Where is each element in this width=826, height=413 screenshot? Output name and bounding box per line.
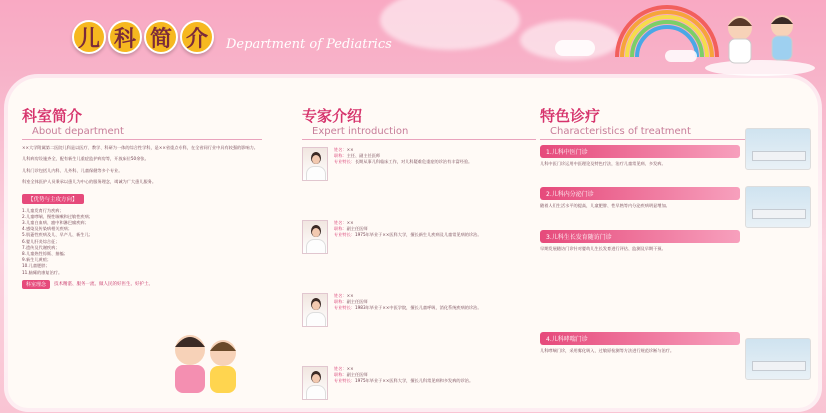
doctors-cartoon-icon (700, 6, 820, 76)
title-label: 职称： (334, 226, 347, 232)
cloud-decoration (555, 40, 595, 56)
expert-title: 主任、副主任医师 (346, 153, 381, 159)
expert-card (302, 147, 536, 213)
expert-photo (302, 147, 328, 181)
special-title-en: Characteristics of treatment (550, 126, 691, 137)
intro-paragraph: ××大学附属第二医院儿科是以医疗、教学、科研为一体的综合性学科，是××省重点专科，在全省同行业中具有较强的影响力。 (22, 145, 258, 150)
title-label: 职称： (334, 372, 347, 378)
section-text: 儿科哮喘门诊，采用雾化吸入、过敏原检测等方法进行规范诊断与治疗。 (540, 348, 675, 354)
features-title: 【优势与主攻方向】 (22, 194, 84, 204)
section-text: 早期发展随访门诊针对婴幼儿生长发育进行评估、监测及早期干预。 (540, 245, 666, 251)
title-label: 职称： (334, 153, 347, 159)
expert-card (302, 293, 536, 359)
clinic-photo (745, 186, 811, 228)
expert-name: ×× (346, 293, 354, 298)
experts-section (302, 92, 536, 413)
name-label: 姓名： (334, 293, 347, 298)
list-item: 7.遗传及代谢疾病； (22, 244, 60, 250)
list-item: 10.儿童肥胖； (22, 263, 50, 269)
title-char: 科 (108, 20, 142, 54)
list-item: 6.婴儿肝炎综合征； (22, 238, 60, 244)
title-char: 介 (180, 20, 214, 54)
clinic-photo (745, 338, 811, 380)
list-item: 8.儿童热性惊厥、抽搐； (22, 251, 68, 257)
expert-field: 1983年毕业于××中医学院，擅长儿童呼吸、消化系统疾病的诊治。 (354, 305, 482, 311)
section-bar: 3.儿科生长发育随访门诊 (540, 230, 740, 243)
list-item: 11.脑瘫的康复治疗。 (22, 269, 63, 275)
special-title: 特色诊疗 (540, 107, 601, 125)
expert-name: ×× (346, 220, 354, 225)
section-bar: 1.儿科中医门诊 (540, 145, 740, 158)
clinic-photo (745, 128, 811, 170)
expert-field: 1975年毕业于××医科大学，擅长儿科常见病和多发病的诊治。 (354, 378, 474, 384)
section-bar: 2.儿科内分泌门诊 (540, 187, 740, 200)
title-label: 职称： (334, 299, 347, 305)
expert-photo (302, 293, 328, 327)
intro-title: 科室简介 (22, 107, 83, 125)
field-label: 专业特长： (334, 378, 355, 384)
title-char: 简 (144, 20, 178, 54)
expert-name: ×× (346, 366, 354, 371)
experts-title: 专家介绍 (302, 107, 363, 125)
title-char: 儿 (72, 20, 106, 54)
field-label: 专业特长： (334, 232, 355, 238)
expert-field: 1975年毕业于××医科大学，擅长新生儿疾病及儿童常见病的诊治。 (354, 232, 482, 238)
list-item: 1.儿童发育行为疾病； (22, 207, 64, 213)
expert-photo (302, 366, 328, 400)
page-title-en: Department of Pediatrics (226, 36, 392, 52)
features-list (22, 208, 262, 276)
list-item: 4.感染及传染病相关疾病； (22, 226, 73, 232)
list-item: 5.肌萎性疾病及儿、早产儿、新生儿； (22, 232, 93, 238)
expert-field: 长期从事儿科临床工作，对儿科疑难危重症的诊治有丰富经验。 (354, 159, 473, 165)
name-label: 姓名： (334, 366, 347, 371)
page-title (72, 20, 392, 54)
section-text: 随着人们生活水平的提高，儿童肥胖、性早熟等内分泌疾病明显增加。 (540, 203, 670, 209)
slogan-row (22, 280, 262, 289)
expert-name: ×× (346, 147, 354, 152)
intro-title-en: About department (32, 126, 124, 137)
expert-title: 副主任医师 (346, 372, 368, 378)
list-item: 3.儿童白血病、癌中和淋巴瘤疾病； (22, 220, 89, 226)
intro-paragraph: 科室全体医护人员秉承以患儿为中心的服务理念，竭诚为广大患儿服务。 (22, 179, 157, 185)
intro-paragraph: 儿科门诊包括儿内科、儿外科、儿童保健等多个专业。 (22, 167, 123, 173)
experts-title-en: Expert introduction (312, 126, 409, 137)
expert-card (302, 366, 536, 413)
list-item: 2.儿童哮喘、慢性咳嗽和过敏性疾病； (22, 213, 93, 219)
section-bar: 4.儿科哮喘门诊 (540, 332, 740, 345)
decorative-glow (380, 0, 520, 50)
expert-card (302, 220, 536, 286)
name-label: 姓名： (334, 147, 347, 152)
name-label: 姓名： (334, 220, 347, 225)
field-label: 专业特长： (334, 159, 355, 165)
expert-title: 副主任医师 (346, 226, 368, 232)
list-item: 9.新生儿黄疸； (22, 257, 52, 263)
slogan-label: 科室理念 (22, 280, 50, 289)
expert-photo (302, 220, 328, 254)
field-label: 专业特长： (334, 305, 355, 311)
expert-title: 副主任医师 (346, 299, 368, 305)
cloud-decoration (665, 50, 697, 62)
intro-section (22, 92, 262, 289)
kids-cartoon-icon (155, 325, 255, 397)
intro-paragraph: 儿科病房设施齐全，配有新生儿重症监护病房等，开放床位50余张。 (22, 156, 149, 162)
section-text: 儿科中医门诊运用中医理论及特色疗法，治疗儿童常见病、多发病。 (540, 161, 666, 166)
slogan-text: 技术精湛、服务一流、做人民的好医生、好护士。 (54, 282, 154, 288)
